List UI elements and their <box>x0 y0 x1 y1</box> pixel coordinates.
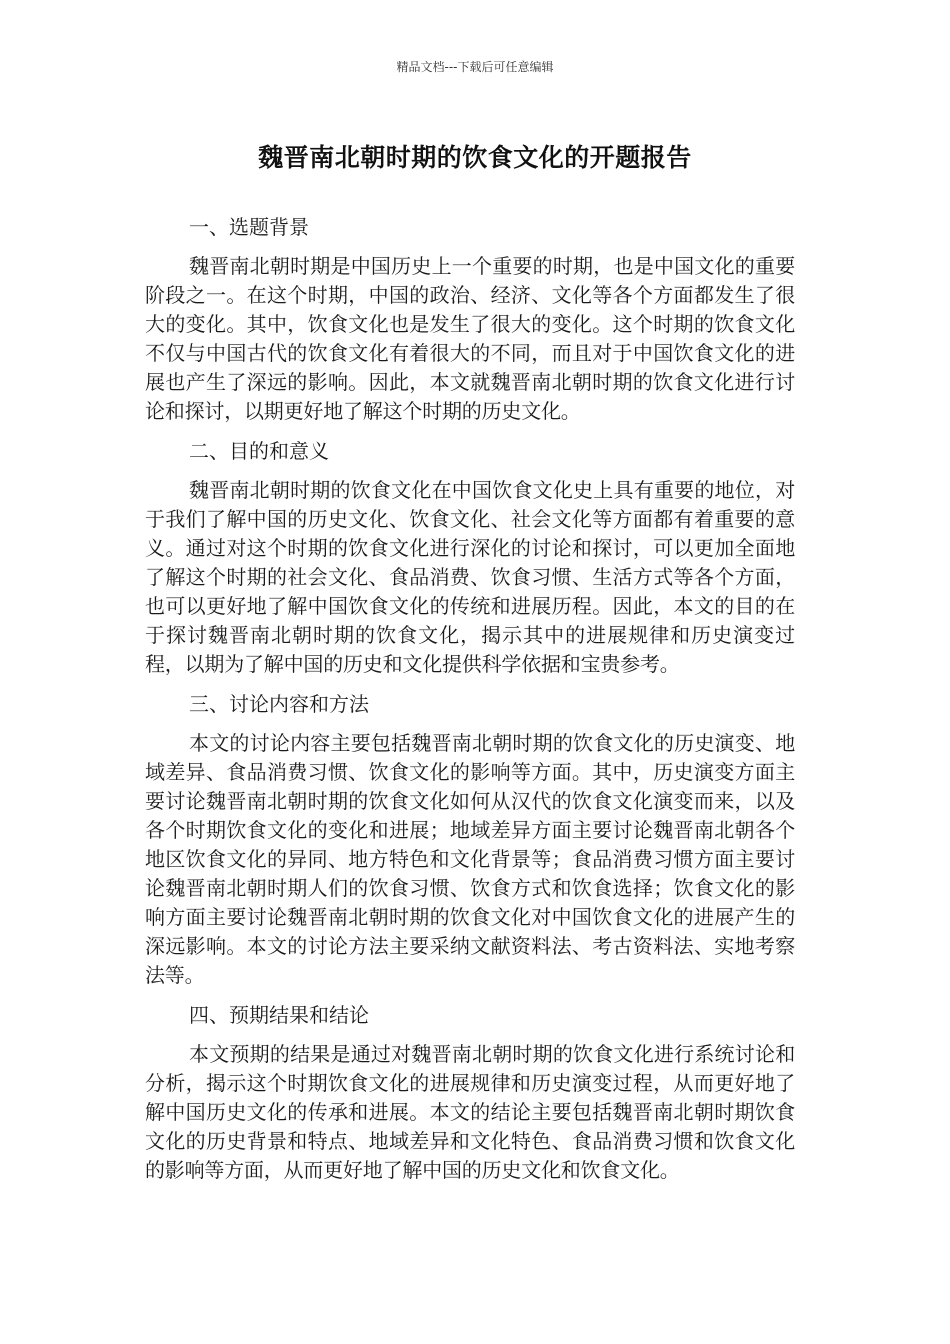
section-heading-content-method: 三、讨论内容和方法 <box>189 692 369 716</box>
document-body <box>145 212 795 1195</box>
section-paragraph-content-method: 本文的讨论内容主要包括魏晋南北朝时期的饮食文化的历史演变、地域差异、食品消费习惯、饮食文化的影响等方面。其中，历史演变方面主要讨论魏晋南北朝时期的饮食文化如何从汉代的饮食文化演变而来，以及各个时期饮食文化的变化和进展；地域差异方面主要讨论魏晋南北朝各个地区饮食文化的异同、地方特色和文化背景等；食品消费习惯方面主要讨论魏晋南北朝时期人们的饮食习惯、饮食方式和饮食选择；饮食文化的影响方面主要讨论魏晋南北朝时期的饮食文化对中国饮食文化的进展产生的深远影响。本文的讨论方法主要采纳文献资料法、考古资料法、实地考察法等。 <box>145 731 795 987</box>
page-header-note: 精品文档---下载后可任意编辑 <box>396 60 554 74</box>
section-paragraph-purpose: 魏晋南北朝时期的饮食文化在中国饮食文化史上具有重要的地位，对于我们了解中国的历史文化、饮食文化、社会文化等方面都有着重要的意义。通过对这个时期的饮食文化进行深化的讨论和探讨，可以更加全面地了解这个时期的社会文化、食品消费、饮食习惯、生活方式等各个方面，也可以更好地了解中国饮食文化的传统和进展历程。因此，本文的目的在于探讨魏晋南北朝时期的饮食文化，揭示其中的进展规律和历史演变过程，以期为了解中国的历史和文化提供科学依据和宝贵参考。 <box>145 478 795 676</box>
section-heading-purpose: 二、目的和意义 <box>189 439 329 463</box>
document-title: 魏晋南北朝时期的饮食文化的开题报告 <box>258 143 692 172</box>
section-paragraph-expected-results: 本文预期的结果是通过对魏晋南北朝时期的饮食文化进行系统讨论和分析，揭示这个时期饮食文化的进展规律和历史演变过程，从而更好地了解中国历史文化的传承和进展。本文的结论主要包括魏晋南北朝时期饮食文化的历史背景和特点、地域差异和文化特色、食品消费习惯和饮食文化的影响等方面，从而更好地了解中国的历史文化和饮食文化。 <box>145 1042 795 1182</box>
section-heading-background: 一、选题背景 <box>189 215 309 239</box>
section-paragraph-background: 魏晋南北朝时期是中国历史上一个重要的时期，也是中国文化的重要阶段之一。在这个时期，中国的政治、经济、文化等各个方面都发生了很大的变化。其中，饮食文化也是发生了很大的变化。这个时期的饮食文化不仅与中国古代的饮食文化有着很大的不同，而且对于中国饮食文化的进展也产生了深远的影响。因此，本文就魏晋南北朝时期的饮食文化进行讨论和探讨，以期更好地了解这个时期的历史文化。 <box>145 254 795 423</box>
section-heading-expected-results: 四、预期结果和结论 <box>189 1003 369 1027</box>
